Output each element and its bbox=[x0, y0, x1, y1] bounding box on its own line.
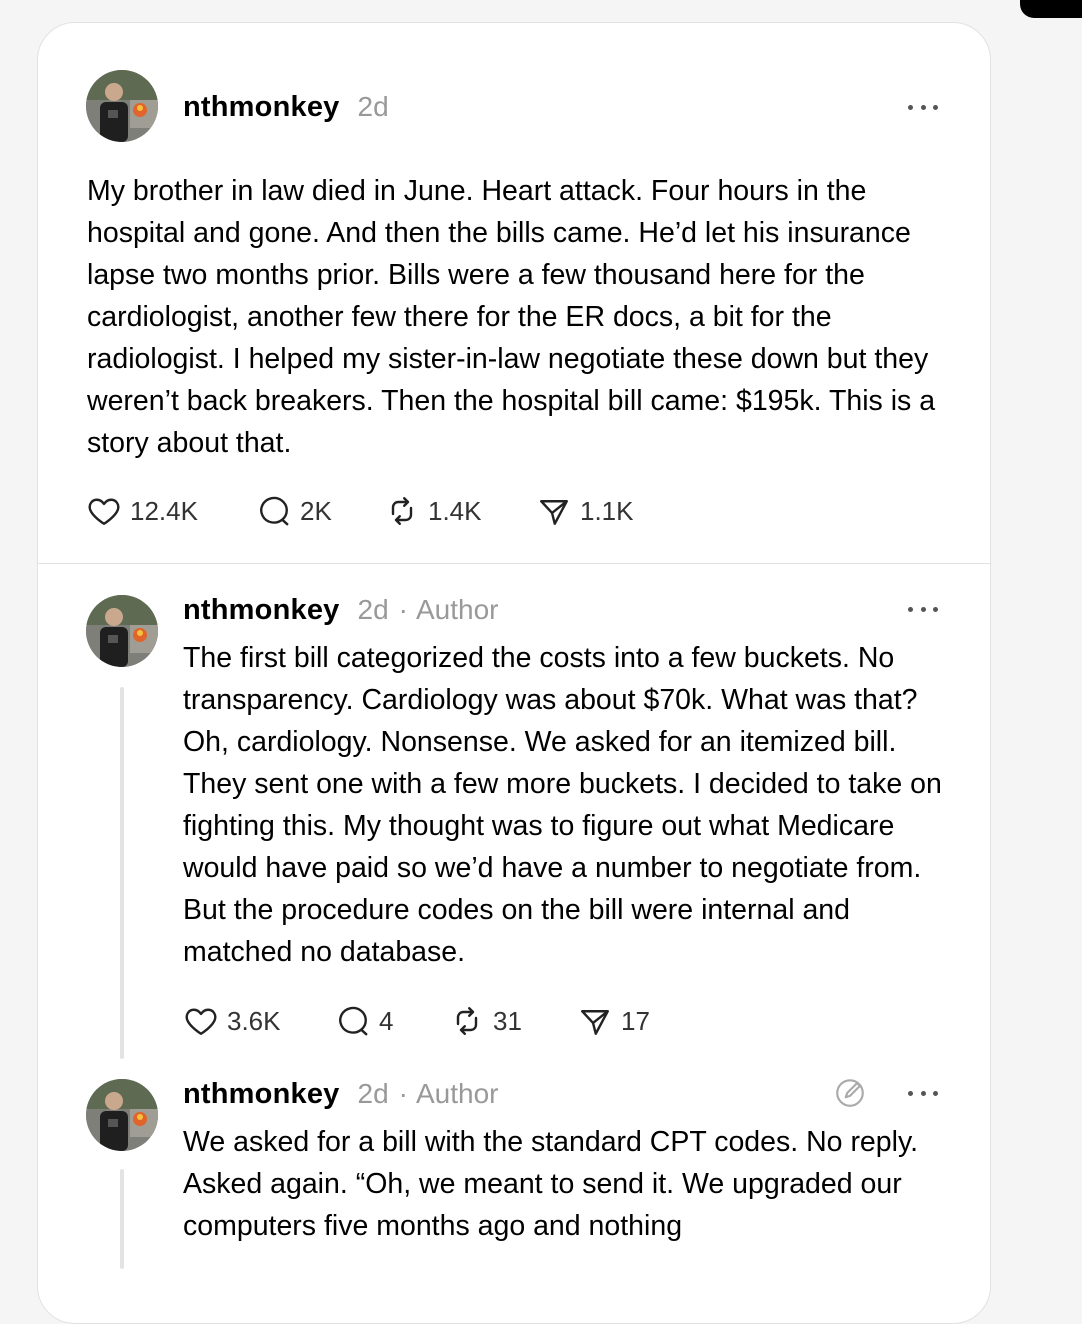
divider bbox=[38, 563, 990, 564]
share-button[interactable] bbox=[536, 493, 634, 529]
like-button[interactable] bbox=[86, 493, 256, 529]
thread-card bbox=[37, 22, 991, 1324]
username[interactable]: nthmonkey bbox=[183, 90, 340, 123]
timestamp[interactable]: 2d bbox=[357, 594, 389, 625]
post-text: The first bill categorized the costs into a few buckets. No transparency. Cardiology was about $70k. What was that? Oh, cardiology. Nonsense. We asked for an itemized bill. They sent one with a few more buckets. I decided to take on fighting this. My thought was to figure out what Medicare would have paid so we’d have a number to negotiate from. But the procedure codes on the bill were internal and matched no database. bbox=[183, 642, 942, 968]
reply-count: 2K bbox=[300, 495, 332, 526]
post-text: My brother in law died in June. Heart attack. Four hours in the hospital and gone. And then the bills came. He’d let his insurance lapse two months prior. Bills were a few thousand here for the cardiologist, another few there for the ER docs, a bit for the radiologist. I helped my sister-in-law negotiate these down but they weren’t back breakers. Then the hospital bill came: $195k. This is a story about that. bbox=[87, 175, 936, 459]
author-badge: Author bbox=[415, 1078, 499, 1109]
avatar[interactable] bbox=[86, 595, 158, 667]
avatar[interactable] bbox=[86, 1079, 158, 1151]
author-badge: Author bbox=[415, 594, 499, 625]
action-bar bbox=[183, 1003, 650, 1039]
repost-icon bbox=[449, 1003, 485, 1039]
send-icon bbox=[536, 493, 572, 529]
username[interactable]: nthmonkey bbox=[183, 593, 340, 626]
repost-icon bbox=[384, 493, 420, 529]
share-count: 17 bbox=[621, 1005, 650, 1036]
repost-button[interactable] bbox=[449, 1003, 577, 1039]
heart-icon bbox=[86, 493, 122, 529]
send-icon bbox=[577, 1003, 613, 1039]
comment-icon bbox=[256, 493, 292, 529]
reply-button[interactable] bbox=[256, 493, 384, 529]
more-icon[interactable] bbox=[908, 1083, 938, 1103]
avatar[interactable] bbox=[86, 70, 158, 142]
separator: · bbox=[398, 1078, 408, 1109]
window-corner bbox=[1020, 0, 1082, 18]
reply-button[interactable] bbox=[335, 1003, 449, 1039]
repost-count: 31 bbox=[493, 1005, 522, 1036]
post-header bbox=[183, 1074, 498, 1114]
timestamp[interactable]: 2d bbox=[357, 1078, 389, 1109]
share-count: 1.1K bbox=[580, 495, 634, 526]
more-icon[interactable] bbox=[908, 97, 938, 117]
username[interactable]: nthmonkey bbox=[183, 1077, 340, 1110]
separator: · bbox=[398, 594, 408, 625]
like-count: 12.4K bbox=[130, 495, 198, 526]
post-header bbox=[183, 590, 498, 630]
timestamp[interactable]: 2d bbox=[357, 91, 389, 122]
heart-icon bbox=[183, 1003, 219, 1039]
repost-count: 1.4K bbox=[428, 495, 482, 526]
thread-line bbox=[120, 1169, 124, 1269]
more-icon[interactable] bbox=[908, 599, 938, 619]
reply-count: 4 bbox=[379, 1005, 394, 1036]
action-bar bbox=[86, 493, 634, 529]
repost-button[interactable] bbox=[384, 493, 536, 529]
post-text: We asked for a bill with the standard CPT codes. No reply. Asked again. “Oh, we meant to send it. We upgraded our computers five months ago and nothing bbox=[183, 1126, 919, 1242]
edited-icon[interactable] bbox=[833, 1076, 867, 1110]
thread-line bbox=[120, 687, 124, 1059]
post-header bbox=[183, 87, 389, 127]
share-button[interactable] bbox=[577, 1003, 650, 1039]
like-count: 3.6K bbox=[227, 1005, 281, 1036]
comment-icon bbox=[335, 1003, 371, 1039]
like-button[interactable] bbox=[183, 1003, 335, 1039]
